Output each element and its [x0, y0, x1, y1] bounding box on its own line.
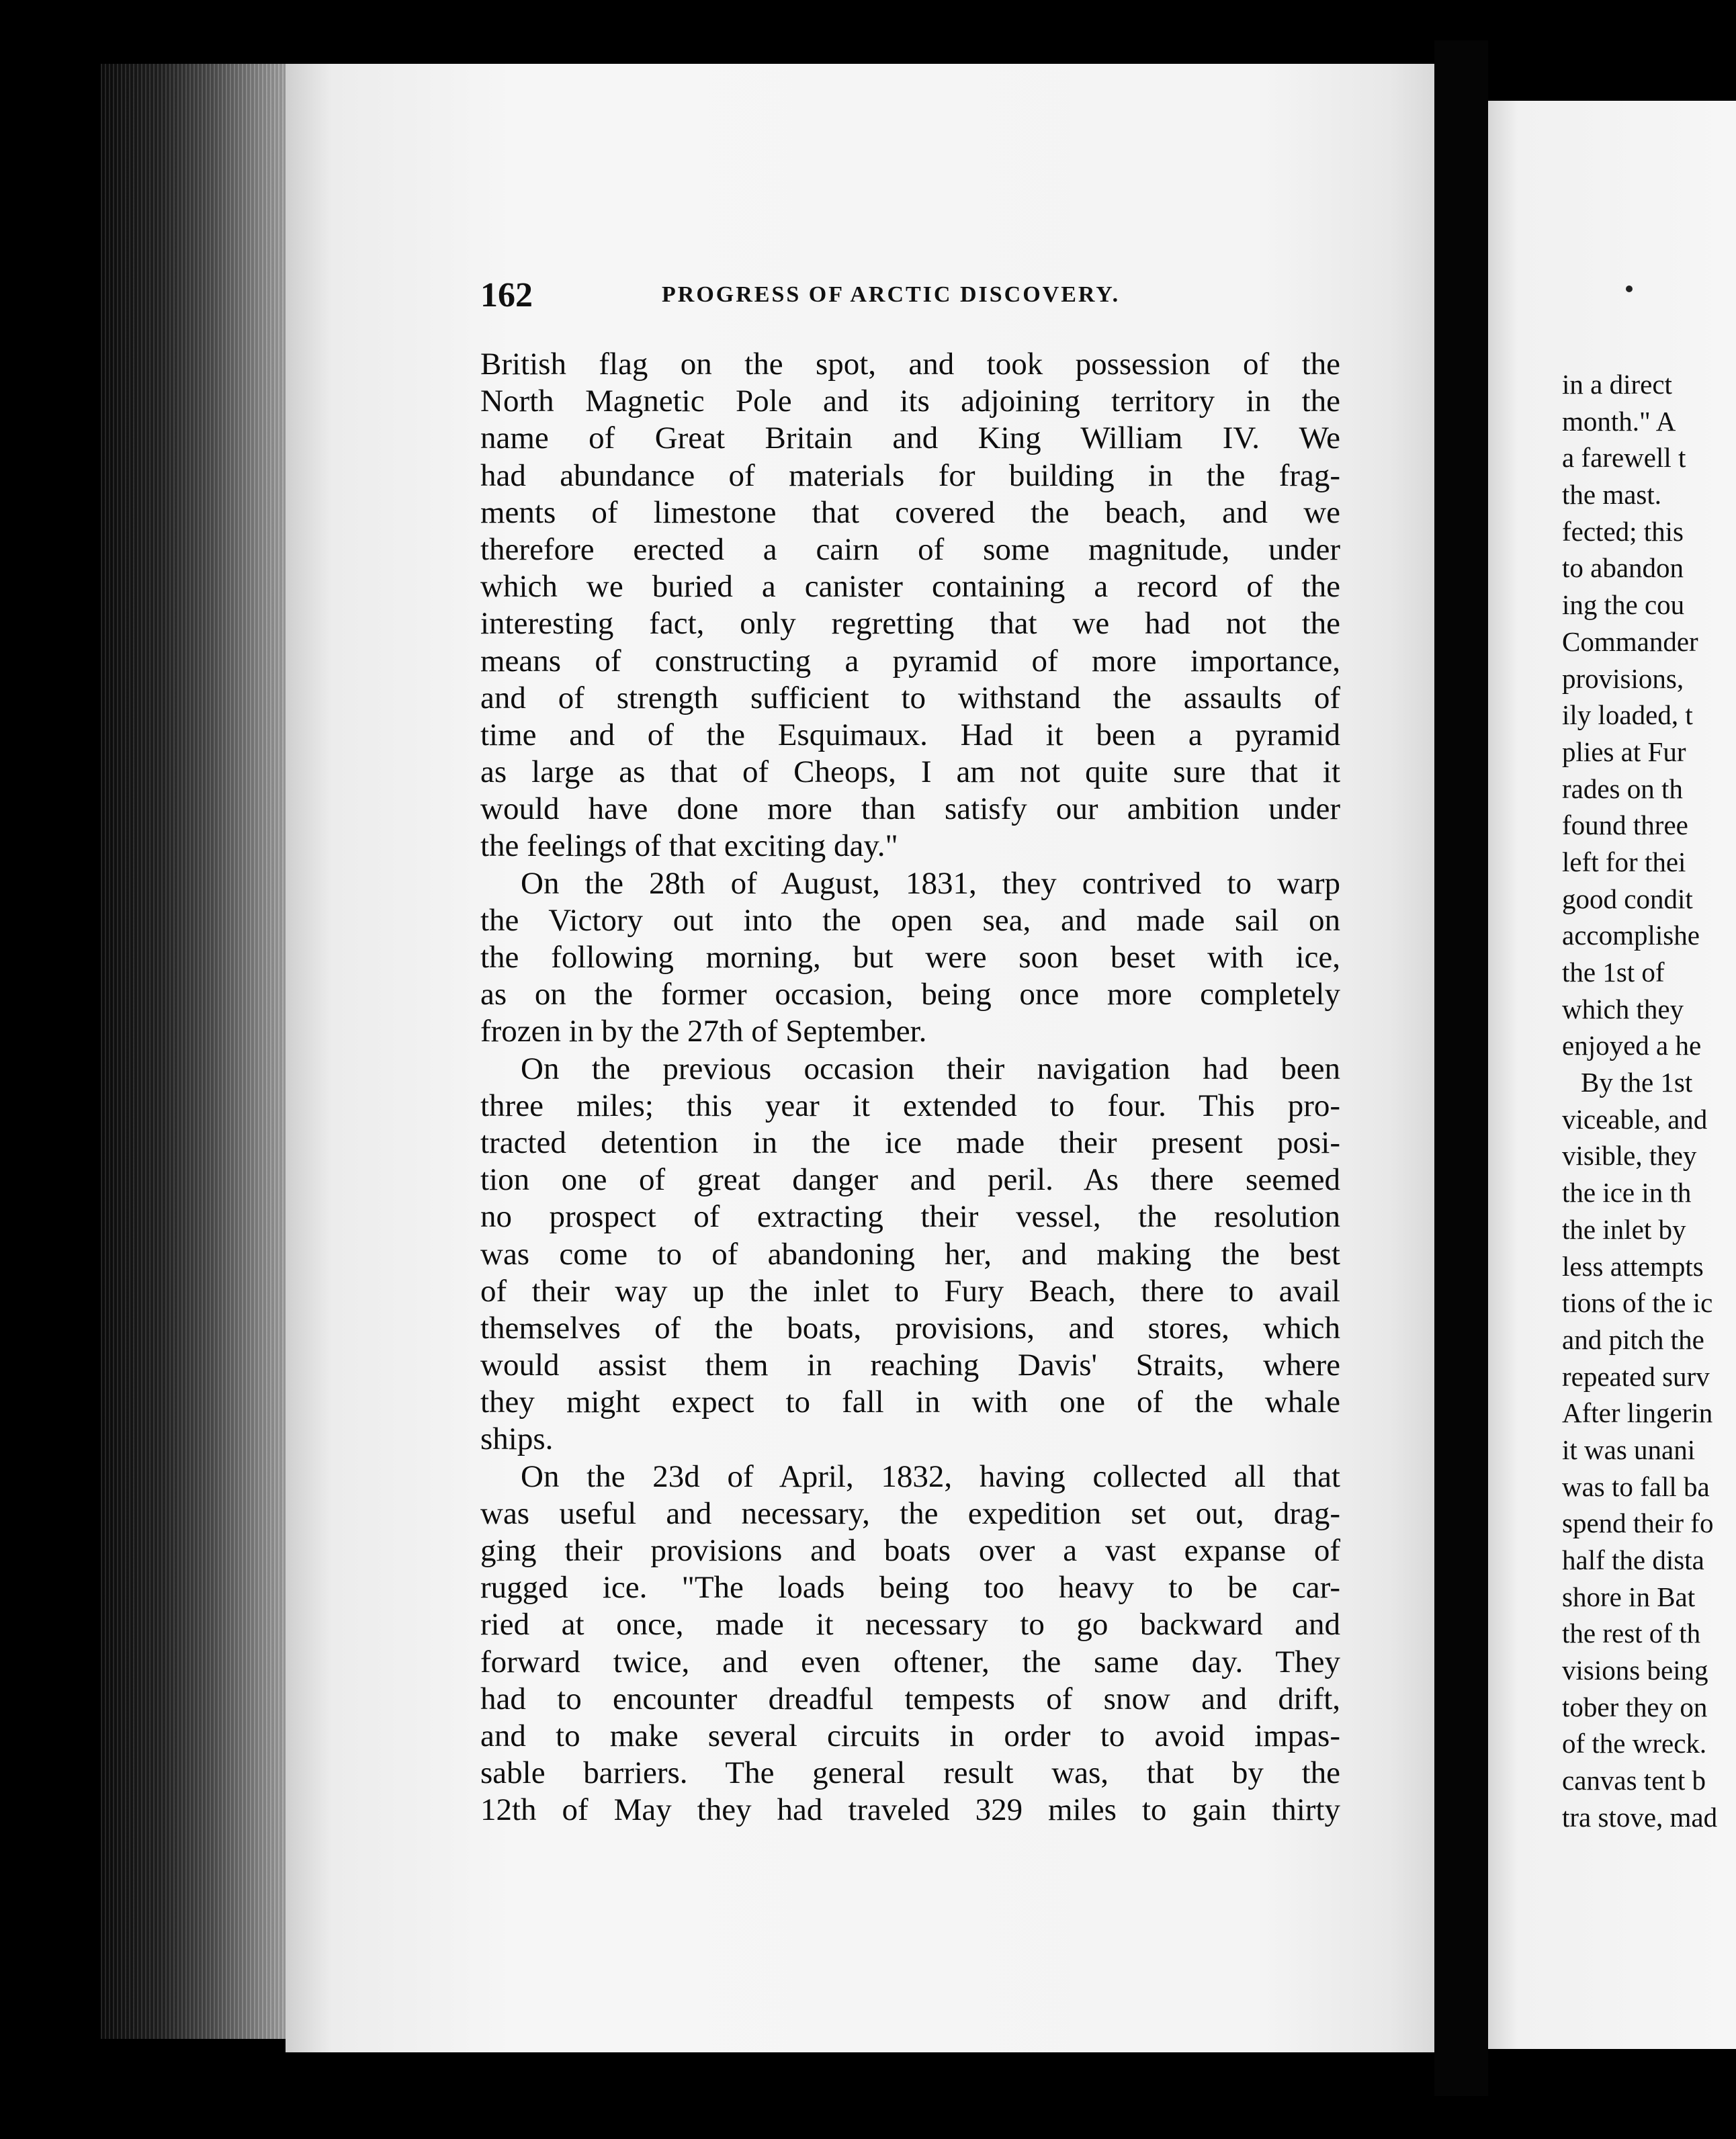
text-line: themselves of the boats, provisions, and stores, which [480, 1310, 1340, 1346]
text-line: On the previous occasion their navigation had been [521, 1051, 1340, 1086]
text-line: as large as that of Cheops, I am not quite sure that it [480, 754, 1340, 790]
text-line: viceable, and [1562, 1103, 1708, 1135]
text-line: tions of the ic [1562, 1287, 1713, 1319]
text-line: half the dista [1562, 1544, 1704, 1575]
text-line: British flag on the spot, and took possession of the [480, 347, 1340, 382]
text-line: would have done more than satisfy our ambition under [480, 791, 1340, 827]
text-line: they might expect to fall in with one of the whale [480, 1385, 1340, 1420]
text-line: 12th of May they had traveled 329 miles to gain thirty [480, 1792, 1340, 1828]
text-line: tober they on [1562, 1691, 1708, 1722]
text-line: had abundance of materials for building in the frag- [480, 457, 1340, 493]
text-line: plies at Fur [1562, 736, 1686, 767]
text-line: as on the former occasion, being once more completely [480, 977, 1340, 1012]
text-line: visible, they [1562, 1140, 1697, 1172]
text-line: provisions, [1562, 662, 1684, 694]
text-line: interesting fact, only regretting that we had not the [480, 606, 1340, 642]
text-line: of their way up the inlet to Fury Beach, there to avail [480, 1273, 1340, 1309]
text-line: and pitch the [1562, 1323, 1704, 1355]
text-line: the feelings of that exciting day." [480, 828, 898, 864]
text-line: left for thei [1562, 846, 1686, 877]
text-line: and of strength sufficient to withstand the assaults of [480, 680, 1340, 715]
text-line: the 1st of [1562, 957, 1665, 988]
text-line: the Victory out into the open sea, and made sail on [480, 902, 1340, 938]
text-line: ily loaded, t [1562, 699, 1693, 731]
page-stack-edge [101, 64, 302, 2039]
text-line: time and of the Esquimaux. Had it been a pyramid [480, 717, 1340, 752]
text-line: fected; this [1562, 515, 1684, 547]
text-line: repeated surv [1562, 1360, 1710, 1392]
text-line: ried at once, made it necessary to go backward and [480, 1607, 1340, 1643]
text-line: name of Great Britain and King William IV. We [480, 421, 1340, 456]
page-number: 162 [480, 276, 533, 314]
text-line: Commander [1562, 625, 1698, 657]
text-line: would assist them in reaching Davis' Straits, where [480, 1348, 1340, 1383]
text-line: tion one of great danger and peril. As there seemed [480, 1162, 1340, 1198]
text-line: three miles; this year it extended to four. This pro- [480, 1088, 1340, 1123]
text-line: tra stove, mad [1562, 1801, 1718, 1833]
text-line: which we buried a canister containing a record of the [480, 569, 1340, 605]
text-line: was come to of abandoning her, and making the best [480, 1236, 1340, 1272]
text-line: ments of limestone that covered the beach, and we [480, 494, 1340, 530]
text-line: which they [1562, 993, 1684, 1024]
text-line: found three [1562, 810, 1688, 841]
text-line: visions being [1562, 1655, 1708, 1686]
book-gutter [1434, 40, 1488, 2096]
text-line: shore in Bat [1562, 1581, 1696, 1612]
text-line: rades on th [1562, 773, 1683, 804]
text-line: to abandon [1562, 552, 1684, 584]
right-page-body [1562, 366, 1736, 1836]
text-line: had to encounter dreadful tempests of snow and drift, [480, 1681, 1340, 1716]
text-line: the following morning, but were soon beset with ice, [480, 940, 1340, 975]
text-line: the rest of th [1562, 1618, 1701, 1649]
text-line: sable barriers. The general result was, that by the [480, 1755, 1340, 1791]
text-line: the ice in th [1562, 1177, 1692, 1209]
text-line: less attempts [1562, 1250, 1704, 1282]
text-line: was to fall ba [1562, 1471, 1710, 1502]
text-line: was useful and necessary, the expedition set out, drag- [480, 1495, 1340, 1531]
text-line: tracted detention in the ice made their present posi- [480, 1125, 1340, 1160]
text-line: After lingerin [1562, 1397, 1713, 1429]
text-line: canvas tent b [1562, 1765, 1706, 1796]
text-line: no prospect of extracting their vessel, the resolution [480, 1199, 1340, 1235]
text-line: month." A [1562, 405, 1676, 437]
text-line: On the 23d of April, 1832, having collected all that [521, 1458, 1340, 1494]
text-line: By the 1st [1581, 1067, 1693, 1098]
text-line: forward twice, and even oftener, the same day. They [480, 1644, 1340, 1679]
text-line: a farewell t [1562, 442, 1686, 474]
left-page-body [480, 346, 1340, 1829]
text-line: and to make several circuits in order to avoid impas- [480, 1718, 1340, 1753]
running-title: PROGRESS OF ARCTIC DISCOVERY. [662, 282, 1121, 307]
text-line: therefore erected a cairn of some magnitude, under [480, 531, 1340, 567]
text-line: frozen in by the 27th of September. [480, 1014, 927, 1049]
text-line: of the wreck. [1562, 1728, 1707, 1759]
text-line: ing the cou [1562, 589, 1685, 621]
text-line: enjoyed a he [1562, 1030, 1702, 1061]
text-line: it was unani [1562, 1434, 1696, 1465]
text-line: North Magnetic Pole and its adjoining territory in the [480, 384, 1340, 419]
text-line: spend their fo [1562, 1508, 1714, 1539]
text-line: the mast. [1562, 479, 1662, 511]
ink-dot [1626, 286, 1633, 292]
text-line: On the 28th of August, 1831, they contrived to warp [521, 865, 1340, 901]
text-line: accomplishe [1562, 920, 1700, 951]
text-line: ging their provisions and boats over a vast expanse of [480, 1533, 1340, 1568]
text-line: rugged ice. "The loads being too heavy to be car- [480, 1570, 1340, 1606]
text-line: the inlet by [1562, 1213, 1686, 1245]
text-line: good condit [1562, 883, 1693, 914]
text-line: in a direct [1562, 369, 1672, 400]
text-line: ships. [480, 1422, 554, 1457]
text-line: means of constructing a pyramid of more importance, [480, 643, 1340, 679]
